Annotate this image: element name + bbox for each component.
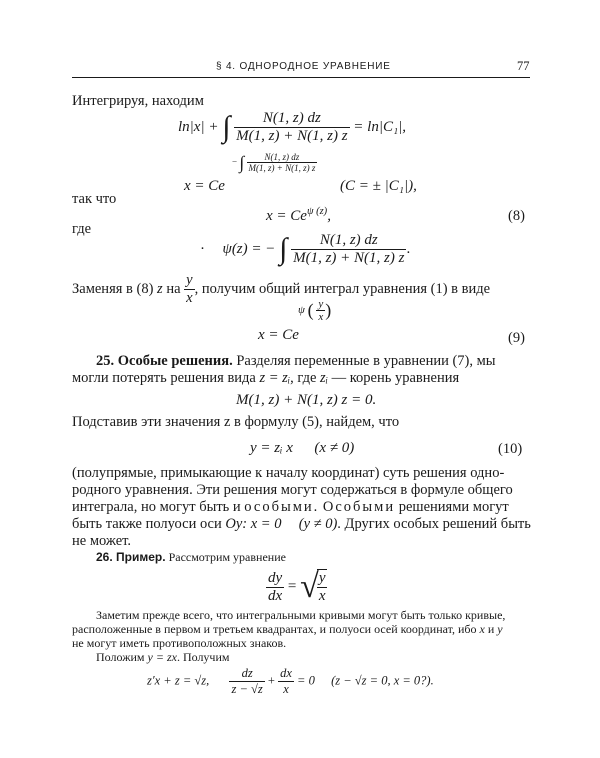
eq9-paren-open: ( bbox=[307, 300, 314, 320]
running-header: § 4. ОДНОРОДНОЕ УРАВНЕНИЕ bbox=[216, 61, 391, 72]
section-25-line1 bbox=[96, 353, 496, 370]
replacing-z: z bbox=[157, 280, 163, 297]
final-frac2 bbox=[278, 666, 294, 697]
example-equation bbox=[266, 568, 327, 606]
psi-lhs: ψ(z) = − bbox=[222, 240, 276, 257]
eq9-frac-den: x bbox=[318, 311, 324, 323]
note-line2 bbox=[72, 622, 530, 636]
eq-frac-den: M(1, z) + N(1, z) z bbox=[236, 128, 348, 144]
psi-bullet: · bbox=[200, 240, 205, 257]
para-line4 bbox=[72, 516, 530, 533]
note-line3: не могут иметь противоположных знаков. bbox=[72, 636, 287, 650]
para-line3d: решениями могут bbox=[398, 499, 509, 515]
final-a: z′x + z = √z, bbox=[147, 673, 210, 688]
text-where: где bbox=[72, 221, 92, 237]
section-25-zi: zᵢ bbox=[320, 370, 328, 386]
text-substituting: Подставив эти значения z в формулу (5), найдем, что bbox=[72, 414, 400, 430]
section-26-title: 26. Пример. bbox=[96, 550, 166, 564]
ex-sqrt-fraction bbox=[317, 569, 328, 605]
psi-period: . bbox=[406, 240, 411, 257]
replacing-fraction bbox=[184, 272, 194, 307]
note-x: x bbox=[479, 622, 485, 636]
eq9: x = Ce bbox=[258, 327, 299, 343]
text-replacing bbox=[72, 272, 490, 307]
replacing-c: , получим общий интеграл уравнения (1) в виде bbox=[194, 280, 491, 297]
note-and: и bbox=[487, 622, 495, 636]
section-25-text2: могли потерять решения вида bbox=[72, 370, 256, 386]
put-eq: y = zx bbox=[147, 650, 177, 664]
replacing-a: Заменяя в (8) bbox=[72, 280, 154, 297]
put-b: . Получим bbox=[176, 650, 230, 664]
final-frac2-num: dx bbox=[280, 666, 292, 680]
replacing-b: на bbox=[166, 280, 181, 297]
eq-ln-x: ln|x| + bbox=[178, 118, 219, 135]
final-frac1-num: dz bbox=[241, 666, 253, 680]
section-25-line2 bbox=[72, 370, 459, 387]
section-25-z-eq-zi: z = zᵢ bbox=[259, 370, 291, 386]
eq8-comma: , bbox=[327, 208, 331, 224]
eq10-body: y = zᵢ x bbox=[250, 440, 293, 456]
put-a: Положим bbox=[96, 650, 145, 664]
eq10 bbox=[250, 440, 354, 457]
small-integral-icon: ∫ bbox=[239, 152, 245, 173]
ex-sqrt-den: x bbox=[318, 588, 326, 604]
note-line1: Заметим прежде всего, что интегральными кривыми могут быть только кривые, bbox=[96, 608, 506, 622]
final-equation bbox=[147, 666, 434, 697]
ex-dy: dy bbox=[268, 569, 283, 586]
para-line1: (полупрямые, примыкающие к началу координат) суть решения одно- bbox=[72, 465, 505, 481]
eq9-frac-num: y bbox=[318, 298, 324, 310]
para-line5: не может. bbox=[72, 533, 132, 549]
ex-dx: dx bbox=[268, 587, 283, 604]
psi-integral-icon: ∫ bbox=[279, 232, 288, 266]
para-line3 bbox=[72, 499, 530, 516]
ex-sqrt-num: y bbox=[318, 570, 326, 586]
eq8-label: (8) bbox=[508, 208, 525, 224]
eq9-paren-close: ) bbox=[325, 300, 332, 320]
eq8-body: x = Ce bbox=[266, 208, 307, 224]
para-line3a: интеграла, но могут быть и bbox=[72, 499, 241, 515]
final-eq0: = 0 bbox=[297, 673, 315, 688]
eq-integral-fraction bbox=[234, 110, 349, 145]
para-line3b: особыми. bbox=[244, 499, 320, 515]
integral-sign-icon: ∫ bbox=[222, 110, 231, 144]
paragraph-singular bbox=[72, 465, 530, 550]
eq-exponent bbox=[232, 152, 317, 173]
eq9-exponent bbox=[298, 298, 331, 323]
section-25-text1: Разделяя переменные в уравнении (7), мы bbox=[236, 353, 496, 369]
para-line4a: быть также полуоси оси bbox=[72, 516, 222, 532]
eq-C-pm: (C = ± |C₁|), bbox=[340, 178, 417, 194]
sqrt-sign-icon: √ bbox=[300, 568, 319, 605]
ex-eq: = bbox=[287, 578, 297, 595]
rf-num: y bbox=[186, 272, 193, 288]
section-25-title: 25. Особые решения. bbox=[96, 353, 233, 369]
section-26-text: Рассмотрим уравнение bbox=[168, 550, 286, 564]
eq10-label: (10) bbox=[498, 441, 523, 457]
psi-frac-den: M(1, z) + N(1, z) z bbox=[293, 250, 405, 266]
final-frac2-den: x bbox=[278, 681, 294, 697]
characteristic-equation: M(1, z) + N(1, z) z = 0. bbox=[236, 392, 377, 408]
eq9-psi: ψ bbox=[298, 304, 305, 317]
rf-den: x bbox=[186, 290, 193, 306]
eq8 bbox=[266, 206, 331, 225]
eq10-condition: (x ≠ 0) bbox=[314, 440, 355, 456]
psi-frac-num: N(1, z) dz bbox=[319, 232, 378, 248]
para-line2: родного уравнения. Эти решения могут содержаться в формуле общего bbox=[72, 482, 513, 498]
eq9-label: (9) bbox=[508, 330, 525, 346]
text-integrating: Интегрируя, находим bbox=[72, 93, 204, 109]
section-25-text2c: — корень уравнения bbox=[331, 370, 460, 386]
equation-log-integral bbox=[178, 110, 406, 145]
final-cond: (z − √z = 0, x = 0?). bbox=[331, 673, 434, 688]
eq8-exponent: ψ (z) bbox=[306, 206, 328, 217]
para-oy-cond: Oy: x = 0 bbox=[225, 516, 282, 532]
eq-x-Ce: x = Ce bbox=[184, 178, 225, 194]
note-paragraph bbox=[72, 608, 530, 650]
ex-dydx bbox=[266, 570, 284, 605]
exp-frac-num: N(1, z) dz bbox=[264, 152, 300, 162]
header-rule bbox=[72, 77, 530, 78]
para-line4b: . Других особых решений быть bbox=[337, 516, 531, 532]
para-line3c: Особыми bbox=[322, 499, 396, 515]
final-plus: + bbox=[267, 673, 275, 688]
section-25-text2b: , где bbox=[290, 370, 317, 386]
final-frac1-den: z − √z bbox=[231, 682, 263, 696]
exp-minus: − bbox=[232, 156, 238, 167]
note-line2a: расположенные в первом и третьем квадрантах, и полуоси осей координат, ибо bbox=[72, 622, 477, 636]
psi-fraction bbox=[291, 232, 406, 267]
page-number: 77 bbox=[517, 59, 530, 73]
exp-frac-den: M(1, z) + N(1, z) z bbox=[248, 163, 316, 173]
text-so-that: так что bbox=[72, 191, 117, 207]
put-line bbox=[96, 650, 229, 665]
section-26-line bbox=[96, 550, 286, 565]
final-frac1 bbox=[229, 666, 264, 697]
para-oy-cond2: (y ≠ 0) bbox=[298, 516, 338, 532]
eq-ln-c: = ln|C₁|, bbox=[353, 118, 407, 135]
eq-frac-num: N(1, z) dz bbox=[262, 110, 321, 126]
note-y: y bbox=[497, 622, 503, 636]
equation-psi bbox=[200, 232, 410, 267]
exp-fraction bbox=[247, 152, 318, 173]
eq9-fraction bbox=[316, 298, 325, 323]
